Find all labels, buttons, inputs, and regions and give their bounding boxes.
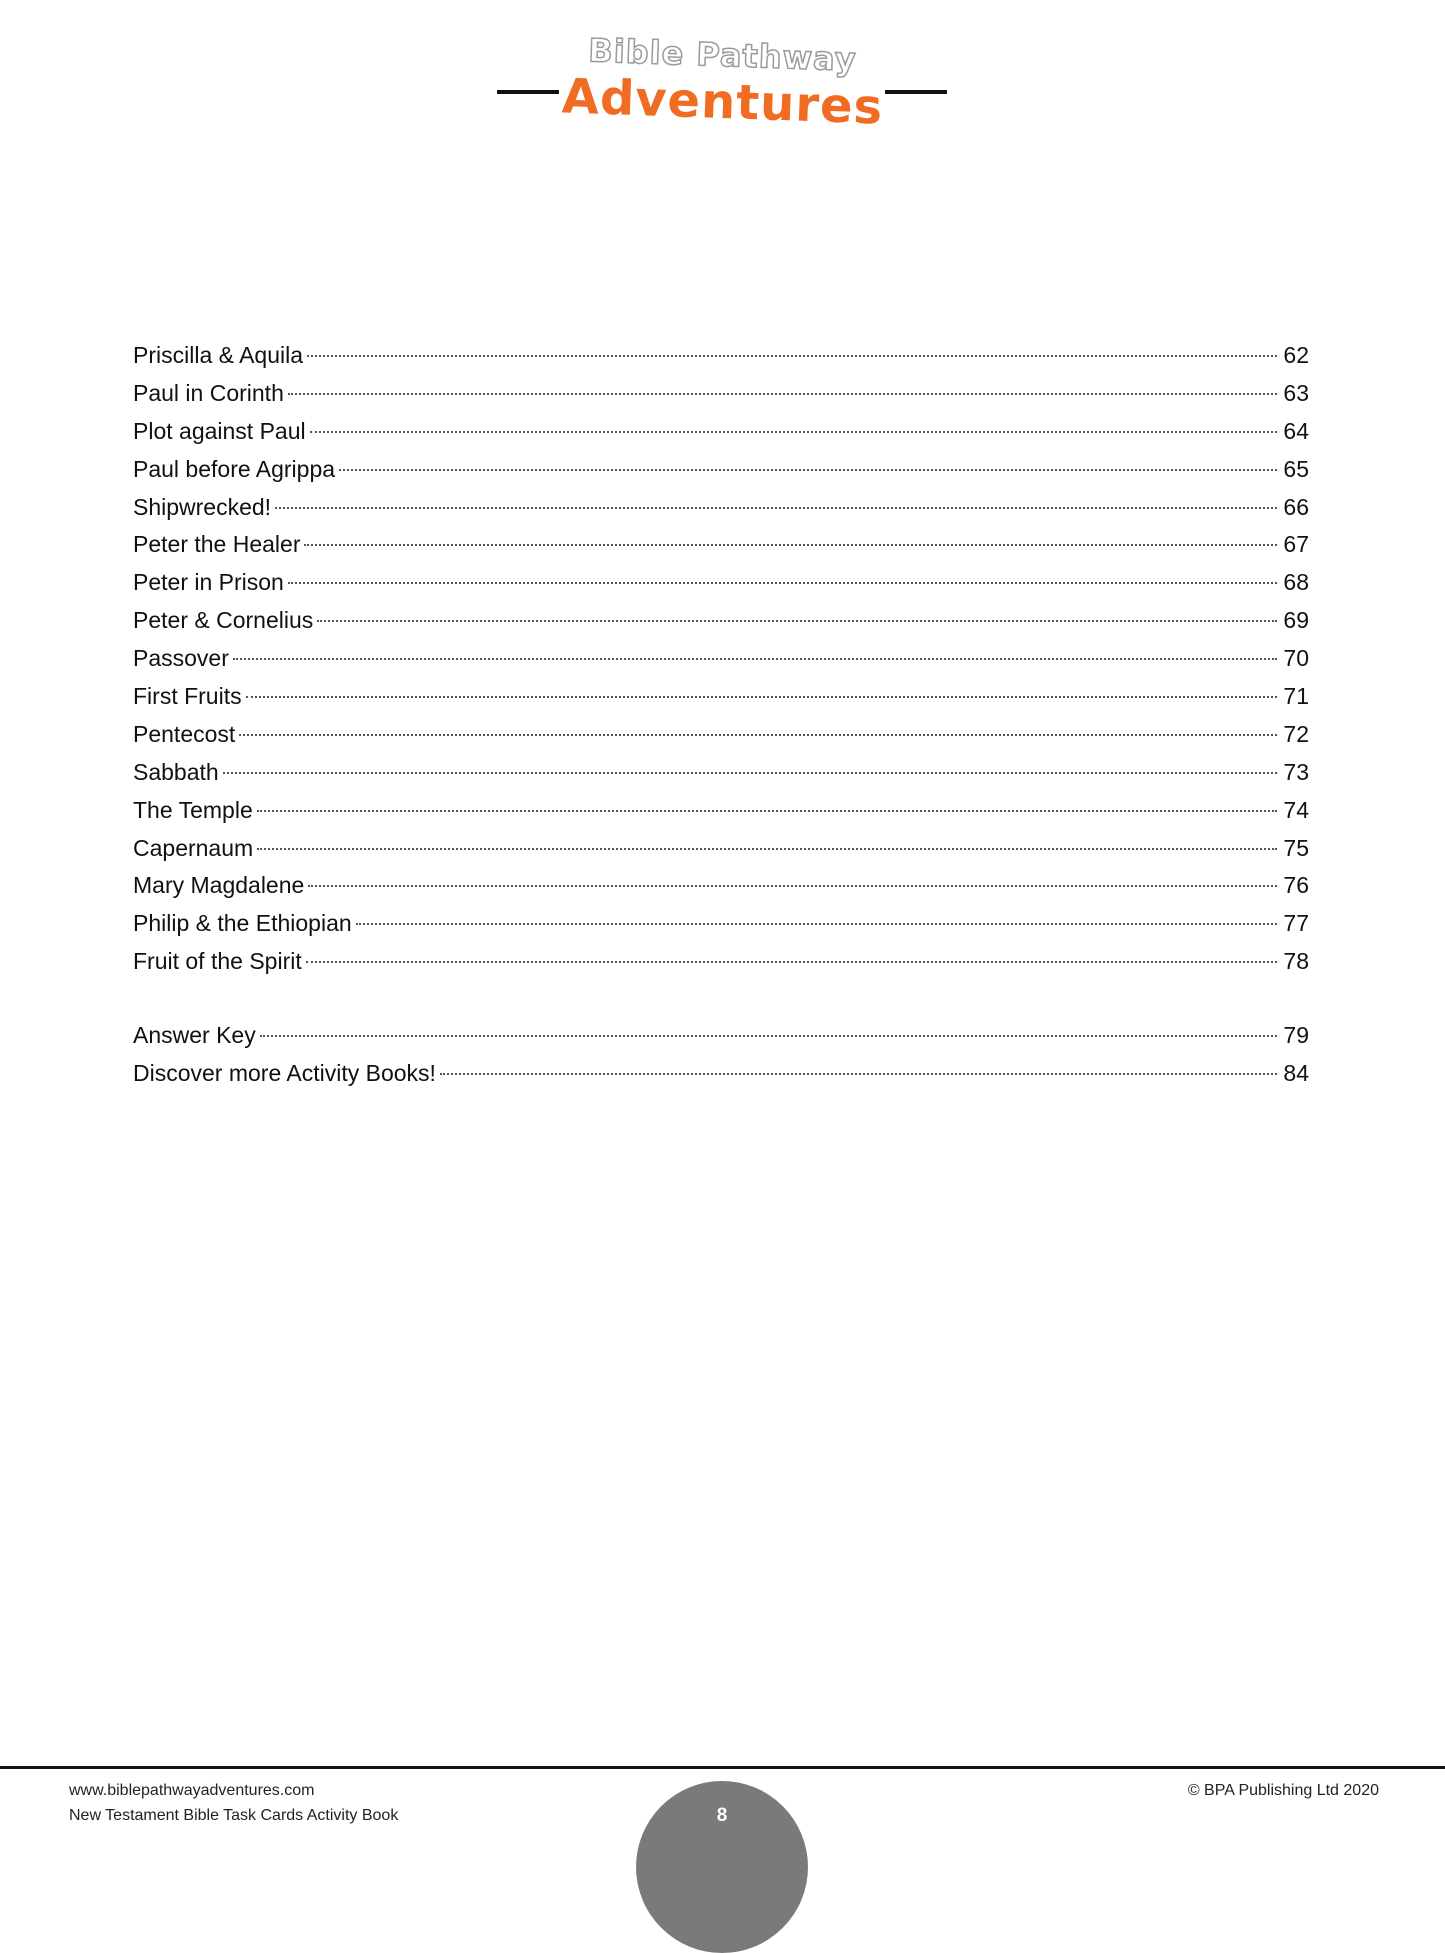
toc-entry-title: Answer Key xyxy=(133,1022,256,1049)
toc-entry-title: Shipwrecked! xyxy=(133,493,272,520)
toc-dot-leader xyxy=(275,507,1277,509)
toc-entry-page: 74 xyxy=(1283,796,1309,823)
toc-entry[interactable] xyxy=(133,910,1309,948)
toc-entry-title: Passover xyxy=(133,645,229,672)
toc-entry-page: 71 xyxy=(1283,683,1309,710)
toc-extras-list xyxy=(133,1022,1309,1098)
toc-entry-title: Capernaum xyxy=(133,834,254,861)
toc-dot-leader xyxy=(310,431,1277,433)
toc-entry-title: Fruit of the Spirit xyxy=(133,948,302,975)
toc-entry[interactable] xyxy=(133,494,1309,532)
toc-entry-page: 68 xyxy=(1283,569,1309,596)
toc-entry-title: The Temple xyxy=(133,796,253,823)
toc-entry-title: Discover more Activity Books! xyxy=(133,1060,436,1087)
toc-entry[interactable] xyxy=(133,683,1309,721)
toc-dot-leader xyxy=(307,355,1277,357)
toc-entry-title: Philip & the Ethiopian xyxy=(133,910,352,937)
toc-entry-title: First Fruits xyxy=(133,683,242,710)
toc-entry-title: Priscilla & Aquila xyxy=(133,342,304,368)
toc-entry[interactable] xyxy=(133,835,1309,873)
footer-website[interactable]: www.biblepathwayadventures.com xyxy=(69,1782,315,1799)
toc-entry-page: 76 xyxy=(1283,872,1309,899)
toc-entry[interactable] xyxy=(133,342,1309,380)
toc-entry-page: 66 xyxy=(1283,493,1309,520)
toc-entry[interactable] xyxy=(133,645,1309,683)
toc-entry[interactable] xyxy=(133,380,1309,418)
toc-dot-leader xyxy=(246,696,1277,698)
toc-entry-title: Paul before Agrippa xyxy=(133,455,336,482)
toc-entry[interactable] xyxy=(133,1060,1309,1098)
page-number: 8 xyxy=(716,1805,728,1826)
toc-dot-leader xyxy=(257,848,1277,850)
toc-dot-leader xyxy=(308,885,1277,887)
toc-entry[interactable] xyxy=(133,569,1309,607)
toc-entry-title: Peter the Healer xyxy=(133,531,301,558)
toc-entry-page: 64 xyxy=(1283,417,1309,444)
toc-entry-title: Plot against Paul xyxy=(133,417,306,444)
logo-line2: Adventures xyxy=(560,68,885,136)
toc-dot-leader xyxy=(440,1073,1277,1075)
toc-dot-leader xyxy=(306,961,1277,963)
toc-entry[interactable] xyxy=(133,456,1309,494)
brand-logo xyxy=(0,0,1445,150)
toc-entry[interactable] xyxy=(133,797,1309,835)
toc-entry-page: 62 xyxy=(1283,342,1309,368)
toc-entry[interactable] xyxy=(133,607,1309,645)
toc-entry-title: Peter & Cornelius xyxy=(133,607,314,634)
toc-entry-title: Peter in Prison xyxy=(133,569,284,596)
toc-entry-page: 72 xyxy=(1283,720,1309,747)
toc-dot-leader xyxy=(239,734,1277,736)
toc-dot-leader xyxy=(257,810,1277,812)
toc-entry-page: 69 xyxy=(1283,607,1309,634)
footer-book-title: New Testament Bible Task Cards Activity Book xyxy=(69,1807,399,1824)
toc-entry-page: 65 xyxy=(1283,455,1309,482)
toc-dot-leader xyxy=(317,620,1277,622)
toc-entry-page: 78 xyxy=(1283,948,1309,975)
toc-entry-page: 84 xyxy=(1283,1060,1309,1087)
toc-dot-leader xyxy=(233,658,1277,660)
toc-dot-leader xyxy=(288,582,1277,584)
toc-dot-leader xyxy=(304,544,1277,546)
toc-entry[interactable] xyxy=(133,418,1309,456)
toc-entry-page: 73 xyxy=(1283,758,1309,785)
footer-copyright: © BPA Publishing Ltd 2020 xyxy=(1187,1782,1379,1799)
toc-gap xyxy=(133,986,1309,1022)
toc-entry[interactable] xyxy=(133,759,1309,797)
toc-entry[interactable] xyxy=(133,948,1309,986)
toc-dot-leader xyxy=(223,772,1277,774)
toc-entry[interactable] xyxy=(133,721,1309,759)
toc-entry-title: Paul in Corinth xyxy=(133,379,284,406)
toc-entry-page: 75 xyxy=(1283,834,1309,861)
toc-main-list xyxy=(133,342,1309,986)
toc-dot-leader xyxy=(288,393,1277,395)
logo-line1: Bible Pathway xyxy=(587,31,858,79)
toc-entry-page: 67 xyxy=(1283,531,1309,558)
toc-entry-page: 70 xyxy=(1283,645,1309,672)
toc-dot-leader xyxy=(339,469,1277,471)
toc-entry-page: 77 xyxy=(1283,910,1309,937)
toc-entry[interactable] xyxy=(133,872,1309,910)
footer-left xyxy=(69,1778,398,1828)
toc-entry-page: 79 xyxy=(1283,1022,1309,1049)
toc-entry-title: Mary Magdalene xyxy=(133,872,305,899)
toc-entry-page: 63 xyxy=(1283,379,1309,406)
toc-entry-title: Pentecost xyxy=(133,720,236,747)
toc-dot-leader xyxy=(260,1035,1277,1037)
footer-divider xyxy=(0,1766,1445,1769)
toc-entry[interactable] xyxy=(133,1022,1309,1060)
toc-dot-leader xyxy=(356,923,1277,925)
toc-entry[interactable] xyxy=(133,531,1309,569)
table-of-contents xyxy=(133,342,1309,1098)
toc-entry-title: Sabbath xyxy=(133,758,219,785)
